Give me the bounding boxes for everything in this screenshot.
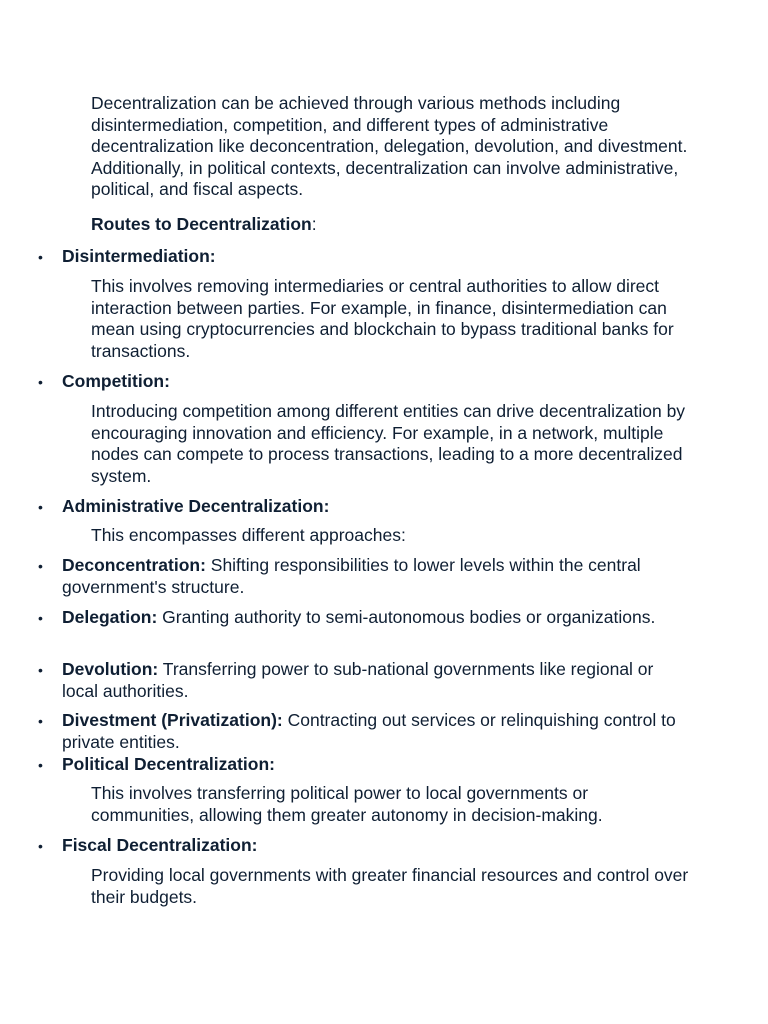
bullet-marker: • — [38, 558, 43, 574]
devolution-item — [62, 659, 682, 702]
disintermediation-body: This involves removing intermediaries or central authorities to allow direct interaction between parties. For example, in finance, disintermediation can mean using cryptocurrencies and blockchain to bypass traditional banks for transactions. — [91, 276, 674, 361]
political-body: This involves transferring political power to local governments or communities, allowing them greater autonomy in decision-making. — [91, 783, 603, 825]
delegation-body: Granting authority to semi-autonomous bodies or organizations. — [157, 607, 656, 627]
bullet-marker: • — [38, 838, 43, 854]
bullet-marker: • — [38, 662, 43, 678]
bullet-marker: • — [38, 249, 43, 265]
competition-body: Introducing competition among different entities can drive decentralization by encouraging innovation and efficiency. For example, in a network, multiple nodes can compete to process transactions, leading to a more decentralized system. — [91, 401, 686, 486]
bullet-marker: • — [38, 610, 43, 626]
devolution-body: Transferring power to sub-national governments like regional or local authorities. — [62, 659, 654, 701]
disintermediation-title: Disintermediation: — [62, 246, 216, 266]
competition-title: Competition: — [62, 371, 170, 391]
divestment-title: Divestment (Privatization): — [62, 710, 283, 730]
fiscal-body: Providing local governments with greater financial resources and control over their budgets. — [91, 865, 689, 907]
deconcentration-title: Deconcentration: — [62, 555, 206, 575]
routes-heading-colon: : — [311, 214, 317, 234]
fiscal-title: Fiscal Decentralization: — [62, 835, 258, 855]
delegation-item — [62, 607, 682, 629]
political-title: Political Decentralization: — [62, 754, 275, 774]
intro-paragraph: Decentralization can be achieved through various methods including disintermediation, competition, and different types of administrative decentralization like deconcentration, delegation, devolution, and divestment. Additionally, in political contexts, decentralization can involve administrative, political, and fiscal aspects. — [91, 93, 688, 199]
deconcentration-body: Shifting responsibilities to lower levels within the central government's structure. — [62, 555, 641, 597]
bullet-marker: • — [38, 757, 43, 773]
administrative-title: Administrative Decentralization: — [62, 496, 330, 516]
bullet-marker: • — [38, 374, 43, 390]
divestment-body: Contracting out services or relinquishing control to private entities. — [62, 710, 676, 752]
delegation-title: Delegation: — [62, 607, 158, 627]
routes-heading-label: Routes to Decentralization — [91, 214, 312, 234]
administrative-body: This encompasses different approaches: — [91, 525, 406, 545]
bullet-marker: • — [38, 499, 43, 515]
bullet-marker: • — [38, 713, 43, 729]
deconcentration-item — [62, 555, 682, 598]
divestment-item — [62, 710, 682, 753]
devolution-title: Devolution: — [62, 659, 159, 679]
routes-heading — [91, 214, 691, 236]
